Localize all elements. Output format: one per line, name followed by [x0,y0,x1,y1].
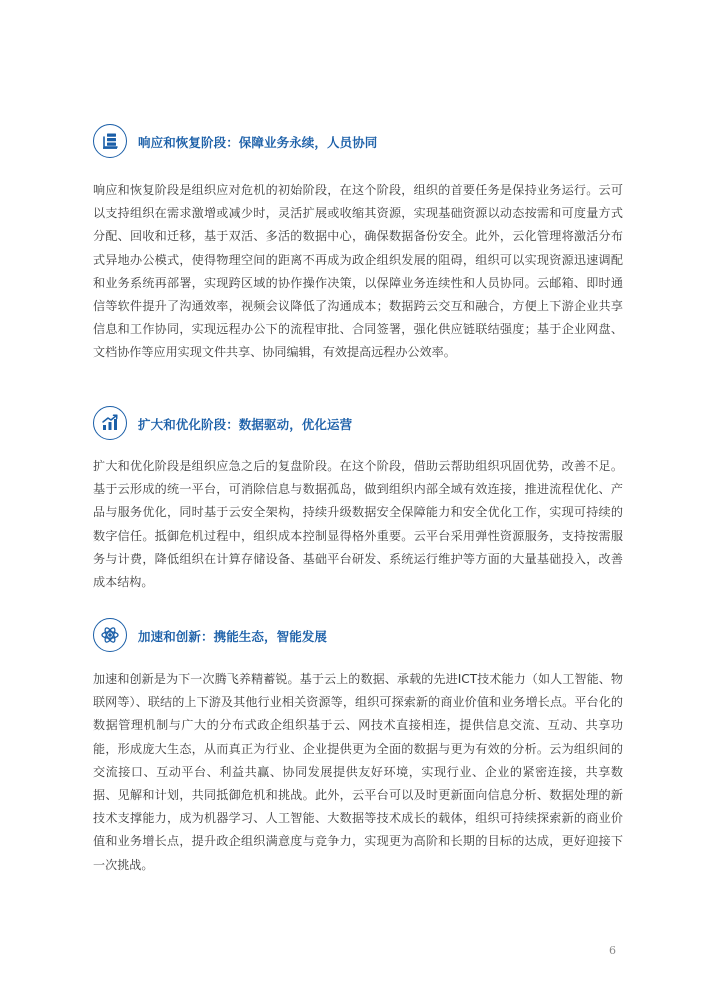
section-title: 加速和创新：携能生态，智能发展 [138,629,328,644]
section-body: 响应和恢复阶段是组织应对危机的初始阶段，在这个阶段，组织的首要任务是保持业务运行。云可以支持组织在需求激增或减少时，灵活扩展或收缩其资源，实现基础资源以动态按需和可度量方式分配、回收和迁移，基于双活、多活的数据中心，确保数据备份安全。此外，云化管理将激活分布式异地办公模式，使得物理空间的距离不再成为政企组织发展的阻碍，组织可以实现资源迅速调配和业务系统再部署，实现跨区域的协作操作决策，以保障业务连续性和人员协同。云邮箱、即时通信等软件提升了沟通效率，视频会议降低了沟通成本；数据跨云交互和融合，方便上下游企业共享信息和工作协同，实现远程办公下的流程审批、合同签署，强化供应链联结强度；基于企业网盘、文档协作等应用实现文件共享、协同编辑，有效提高远程办公效率。 [93,183,623,360]
page-number: 6 [609,944,616,957]
section-heading [93,618,623,654]
section-title: 扩大和优化阶段：数据驱动，优化运营 [138,417,353,432]
section-heading [93,406,623,442]
atom-innovation-icon [93,618,127,652]
section-body: 扩大和优化阶段是组织应急之后的复盘阶段。在这个阶段，借助云帮助组织巩固优势，改善不足。基于云形成的统一平台，可消除信息与数据孤岛，做到组织内部全域有效连接，推进流程优化、产品与服务优化，同时基于云安全架构，持续升级数据安全保障能力和安全优化工作，实现可持续的数字信任。抵御危机过程中，组织成本控制显得格外重要。云平台采用弹性资源服务，支持按需服务与计费，降低组织在计算存储设备、基础平台研发、系统运行维护等方面的大量基础投入，改善成本结构。 [93,459,623,590]
section-title: 响应和恢复阶段：保障业务永续，人员协同 [138,135,378,150]
section-accelerate-innovate [93,618,623,877]
bar-chart-growth-icon [93,406,127,440]
section-body: 加速和创新是为下一次腾飞养精蓄锐。基于云上的数据、承载的先进ICT技术能力（如人工智能、物联网等）、联结的上下游及其他行业相关资源等，组织可探索新的商业价值和业务增长点。平台化的数据管理机制与广大的分布式政企组织基于云、网技术直接相连，提供信息交流、互动、共享功能，形成庞大生态，从而真正为行业、企业提供更为全面的数据与更为有效的分析。云为组织间的交流接口、互动平台、利益共赢、协同发展提供友好环境，实现行业、企业的紧密连接，共享数据、见解和计划，共同抵御危机和挑战。此外，云平台可以及时更新面向信息分析、数据处理的新技术支撑能力，成为机器学习、人工智能、大数据等技术成长的载体，组织可持续探索新的商业价值和业务增长点，提升政企组织满意度与竞争力，实现更为高阶和长期的目标的达成，更好迎接下一次挑战。 [93,672,623,872]
section-expand-optimize [93,406,623,594]
section-heading [93,124,623,160]
server-stack-icon [93,124,127,158]
section-response-recovery [93,124,623,365]
